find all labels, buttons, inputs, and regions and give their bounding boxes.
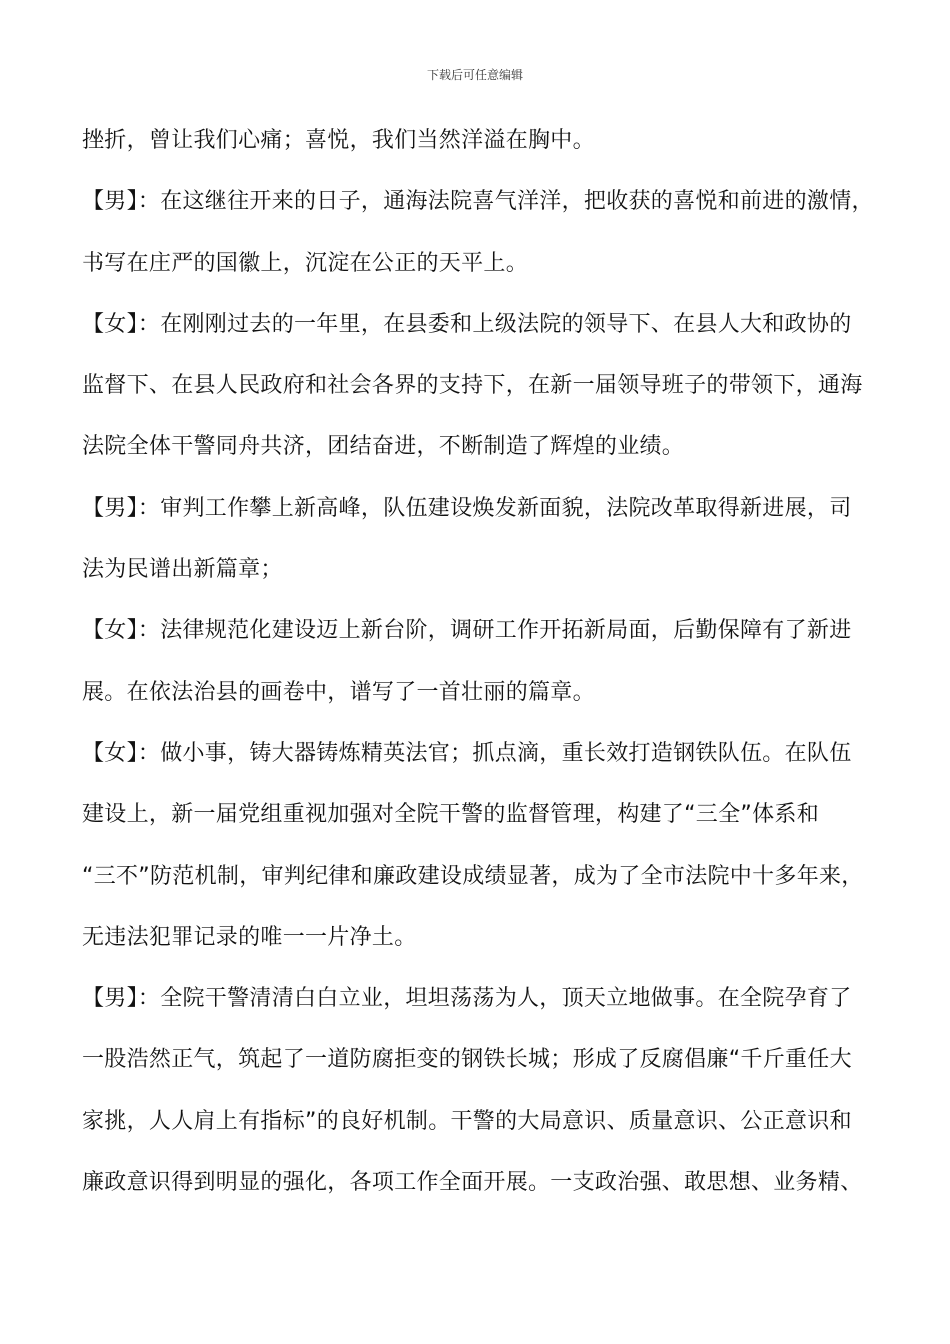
- text-line: 法为民谱出新篇章；: [82, 557, 283, 583]
- text-line: 【女】：做小事，铸大器铸炼精英法官；抓点滴，重长效打造钢铁队伍。在队伍: [82, 740, 852, 766]
- text-line: 廉政意识得到明显的强化，各项工作全面开展。一支政治强、敢思想、业务精、: [82, 1170, 863, 1196]
- text-line: 【女】：在刚刚过去的一年里，在县委和上级法院的领导下、在县人大和政协的: [82, 311, 852, 337]
- text-line: 【女】：法律规范化建设迈上新台阶，调研工作开拓新局面，后勤保障有了新进: [82, 618, 852, 644]
- text-line: 监督下、在县人民政府和社会各界的支持下，在新一届领导班子的带领下，通海: [82, 373, 863, 399]
- text-line: “三不”防范机制，审判纪律和廉政建设成绩显著，成为了全市法院中十多年来，: [82, 863, 864, 889]
- page-header: 下载后可任意编辑: [426, 68, 523, 82]
- text-line: 一股浩然正气，筑起了一道防腐拒变的钢铁长城；形成了反腐倡廉“千斤重任大: [82, 1047, 852, 1073]
- text-line: 展。在依法治县的画卷中，谱写了一首壮丽的篇章。: [82, 679, 595, 705]
- document-body: [82, 110, 882, 1213]
- text-line: 家挑，人人肩上有指标”的良好机制。干警的大局意识、质量意识、公正意识和: [82, 1108, 852, 1134]
- text-line: 书写在庄严的国徽上，沉淀在公正的天平上。: [82, 250, 529, 276]
- text-line: 法院全体干警同舟共济，团结奋进，不断制造了辉煌的业绩。: [82, 434, 685, 460]
- text-line: 挫折，曾让我们心痛；喜悦，我们当然洋溢在胸中。: [82, 128, 595, 153]
- text-line: 【男】：全院干警清清白白立业，坦坦荡荡为人，顶天立地做事。在全院孕育了: [82, 986, 852, 1012]
- text-line: 【男】：审判工作攀上新高峰，队伍建设焕发新面貌，法院改革取得新进展，司: [82, 495, 852, 521]
- text-line: 建设上，新一届党组重视加强对全院干警的监督管理，构建了“三全”体系和: [82, 802, 819, 828]
- text-line: 无违法犯罪记录的唯一一片净土。: [82, 924, 417, 950]
- text-line: 【男】：在这继往开来的日子，通海法院喜气洋洋，把收获的喜悦和前进的激情，: [82, 189, 874, 215]
